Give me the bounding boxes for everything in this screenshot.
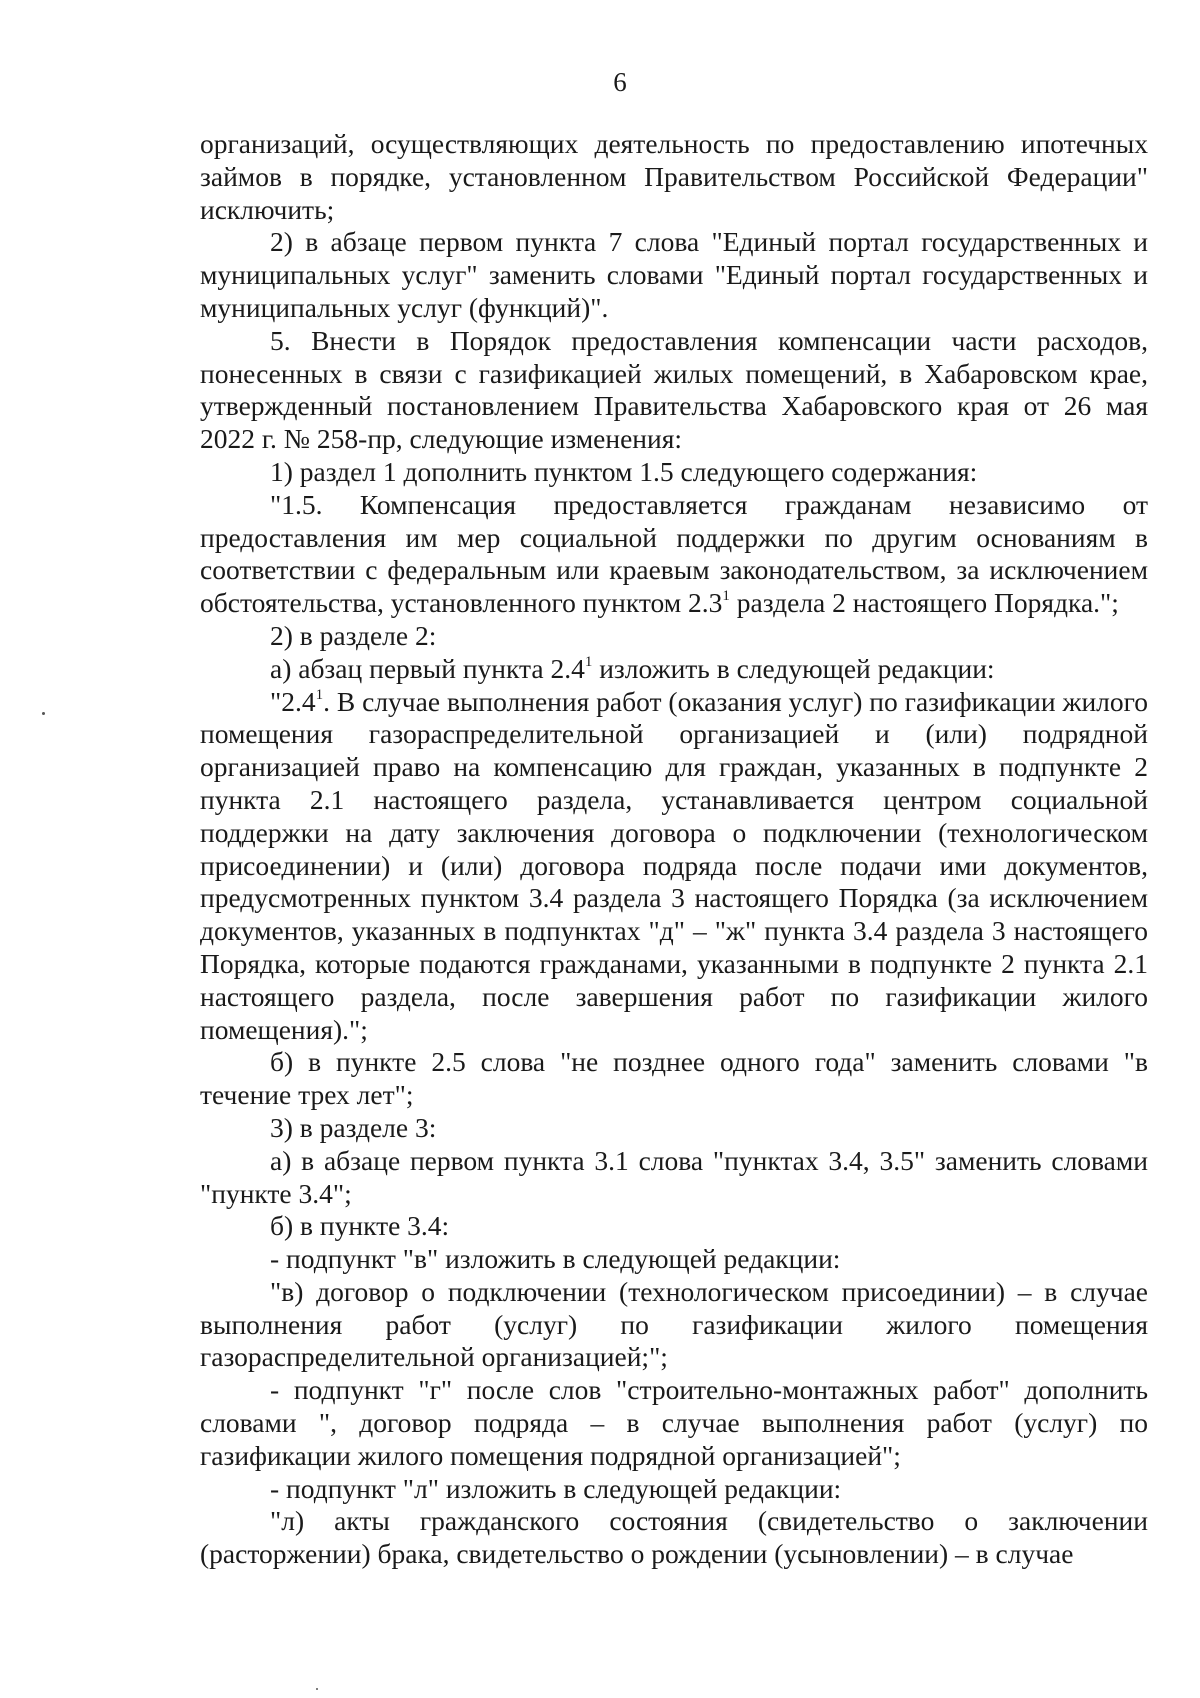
clause-2-4-1-text: . В случае выполнения работ (оказания услуг) по газификации жилого помещения газораспределительной организацией и (или) подрядной организацией право на компенсацию для граждан, указанных в подпункте 2 пункта 2.1 настоящего раздела, устанавливается центром социальной поддержки на дату заключения договора о подключении (технологическом присоединении) и (или) договора подряда после подачи ими документов, предусмотренных пунктом 3.4 раздела 3 настоящего Порядка (за исключением документов, указанных в подпунктах "д" – "ж" пункта 3.4 раздела 3 настоящего Порядка, которые подаются гражданами, указанными в подпункте 2 пункта 2.1 настоящего раздела, после завершения работ по газификации жилого помещения).";: [200, 685, 1148, 1045]
paragraph-item-2-section-2: 2) в разделе 2:: [270, 619, 437, 651]
paragraph-subitem-a: [200, 653, 1148, 686]
clause-1-5-text: "1.5. Компенсация предоставляется гражданам независимо от предоставления им мер социальной поддержки по другим основаниям в соответствии с федеральным или краевым законодательством, за исключением обстоятельства, установленного пунктом 2.3: [200, 488, 1148, 619]
paragraph-clause-2-4-1: [200, 686, 1148, 1047]
paragraph-section-5: 5. Внести в Порядок предоставления компенсации части расходов, понесенных в связи с газификацией жилых помещений, в Хабаровском крае, утвержденный постановлением Правительства Хабаровского края от 26 мая 2022 г. № 258-пр, следующие изменения:: [200, 324, 1148, 455]
paragraph-subitem-b: б) в пункте 2.5 слова "не позднее одного года" заменить словами "в течение трех лет";: [200, 1046, 1148, 1111]
scan-speck: [42, 712, 45, 715]
clause-2-4-1-head: "2.4: [270, 685, 316, 717]
scan-speck: [316, 1688, 318, 1690]
paragraph-clause-l: "л) акты гражданского состояния (свидетельство о заключении (расторжении) брака, свидетельство о рождении (усыновлении) – в случае: [200, 1505, 1148, 1570]
document-body: [200, 128, 1148, 1571]
superscript: 1: [722, 588, 730, 605]
paragraph-subitem-b-section-3: б) в пункте 3.4:: [270, 1210, 450, 1242]
paragraph-item-1: 1) раздел 1 дополнить пунктом 1.5 следующего содержания:: [270, 455, 978, 487]
paragraph-dash-l: - подпункт "л" изложить в следующей редакции:: [270, 1472, 842, 1504]
subitem-a-text: а) абзац первый пункта 2.4: [270, 652, 585, 684]
page-number: 6: [613, 67, 627, 97]
paragraph-dash-v: - подпункт "в" изложить в следующей редакции:: [270, 1243, 841, 1275]
paragraph-subitem-a-section-3: а) в абзаце первом пункта 3.1 слова "пунктах 3.4, 3.5" заменить словами "пункте 3.4";: [200, 1144, 1148, 1209]
clause-1-5-tail: раздела 2 настоящего Порядка.";: [729, 587, 1119, 619]
superscript: 1: [315, 686, 324, 703]
paragraph-clause-v: "в) договор о подключении (технологическом присоединии) – в случае выполнения работ (услуг) по газификации жилого помещения газораспределительной организацией;";: [200, 1275, 1148, 1373]
paragraph-item-3: 3) в разделе 3:: [270, 1111, 437, 1143]
paragraph-clause-1-5: [200, 489, 1148, 620]
paragraph-dash-g: - подпункт "г" после слов "строительно-монтажных работ" дополнить словами ", договор подряда – в случае выполнения работ (услуг) по газификации жилого помещения подрядной организацией";: [200, 1374, 1148, 1471]
subitem-a-tail: изложить в следующей редакции:: [592, 652, 995, 684]
paragraph-continuation: организаций, осуществляющих деятельность по предоставлению ипотечных займов в порядке, установленном Правительством Российской Федерации" исключить;: [200, 128, 1148, 225]
superscript: 1: [584, 653, 593, 670]
paragraph-item-2: 2) в абзаце первом пункта 7 слова "Единый портал государственных и муниципальных услуг" заменить словами "Единый портал государственных и муниципальных услуг (функций)".: [200, 226, 1148, 323]
